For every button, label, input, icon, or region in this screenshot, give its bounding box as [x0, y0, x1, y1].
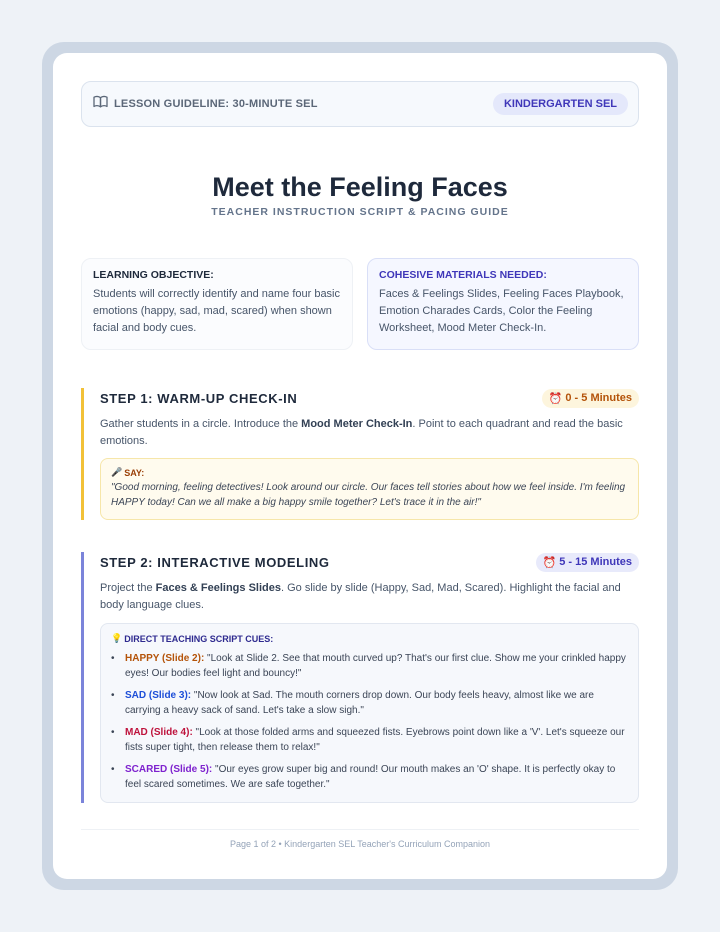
step-1-section [81, 388, 639, 520]
alarm-clock-icon: ⏰ [548, 392, 563, 405]
cue-sad [111, 688, 628, 718]
materials-text: Faces & Feelings Slides, Feeling Faces Playbook, Emotion Charades Cards, Color the Feeling Worksheet, Mood Meter Check-In. [379, 288, 624, 334]
say-label: SAY: [124, 467, 145, 478]
grade-badge: KINDERGARTEN SEL [493, 93, 628, 115]
objective-heading: LEARNING OBJECTIVE: [93, 269, 214, 281]
cues-label: DIRECT TEACHING SCRIPT CUES: [124, 633, 274, 644]
step-2-text-end: . Go slide by slide (Happy, Sad, Mad, Scared). Highlight the facial and body language clues. [100, 582, 621, 611]
page-title: Meet the Feeling Faces [212, 172, 508, 202]
cue-sad-name: SAD (Slide 3): [125, 690, 192, 701]
learning-objective-card [81, 258, 353, 350]
slides-reference: Faces & Feelings Slides [155, 582, 281, 594]
step-2-title: STEP 2: INTERACTIVE MODELING [100, 554, 330, 570]
cue-happy-text: "Look at Slide 2. See that mouth curved up? That's our first clue. Show me your crinkled happy eyes! Our bodies feel light and bouncy!" [125, 653, 626, 679]
cue-scared-text: "Our eyes grow super big and round! Our mouth makes an 'O' shape. It is perfectly okay to feel scared sometimes. We are safe together." [125, 764, 616, 790]
step-1-text-start: Gather students in a circle. Introduce the [100, 418, 302, 430]
open-book-icon [93, 95, 108, 113]
page-footer: Page 1 of 2 • Kindergarten SEL Teacher's Curriculum Companion [81, 829, 639, 849]
say-script: "Good morning, feeling detectives! Look around our circle. Our faces tell stories about how we feel inside. I'm feeling HAPPY today! Can we all make a big happy smile together? Let's trace it in the air!" [111, 482, 626, 508]
bullet: • [111, 653, 115, 664]
document-page [53, 53, 667, 879]
step-1-title: STEP 1: WARM-UP CHECK-IN [100, 390, 298, 406]
bullet: • [111, 690, 115, 701]
step-1-time: 0 - 5 Minutes [565, 392, 632, 404]
step-1-instructions [100, 416, 639, 450]
materials-heading: COHESIVE MATERIALS NEEDED: [379, 269, 547, 281]
lesson-banner [81, 81, 639, 127]
cue-mad [111, 725, 628, 755]
step-2-section [81, 552, 639, 803]
mood-meter-reference: Mood Meter Check-In [301, 418, 413, 430]
step-1-text-end: . Point to each quadrant and read the basic emotions. [100, 418, 623, 447]
teaching-cues-box [100, 623, 639, 803]
step-2-instructions [100, 580, 639, 614]
cue-sad-text: "Now look at Sad. The mouth corners drop down. Our body feels heavy, almost like we are carrying a heavy sack of sand. Let's take a slow sigh." [125, 690, 594, 716]
step-2-text-start: Project the [100, 582, 156, 594]
cue-scared-name: SCARED (Slide 5): [125, 764, 213, 775]
cue-scared [111, 762, 628, 792]
lightbulb-icon: 💡 [111, 633, 123, 643]
cue-mad-name: MAD (Slide 4): [125, 727, 193, 738]
materials-card [367, 258, 639, 350]
cue-mad-text: "Look at those folded arms and squeezed fists. Eyebrows point down like a 'V'. Let's squeeze our fists super tight, then release them to relax!" [125, 727, 625, 753]
lesson-guideline-label: LESSON GUIDELINE: 30-MINUTE SEL [114, 98, 318, 110]
cue-happy [111, 651, 628, 681]
bullet: • [111, 727, 115, 738]
objective-text: Students will correctly identify and name four basic emotions (happy, sad, mad, scared) when shown facial and body cues. [93, 288, 341, 334]
bullet: • [111, 764, 115, 775]
info-cards [81, 258, 639, 350]
step-1-time-badge [542, 389, 639, 408]
page-subtitle: TEACHER INSTRUCTION SCRIPT & PACING GUIDE [211, 206, 509, 218]
step-2-time: 5 - 15 Minutes [559, 556, 632, 568]
step-2-time-badge [536, 553, 639, 572]
cue-happy-name: HAPPY (Slide 2): [125, 653, 205, 664]
microphone-icon: 🎤 [111, 467, 123, 477]
alarm-clock-icon: ⏰ [542, 556, 557, 569]
page-frame [42, 42, 678, 890]
say-callout [100, 458, 639, 520]
